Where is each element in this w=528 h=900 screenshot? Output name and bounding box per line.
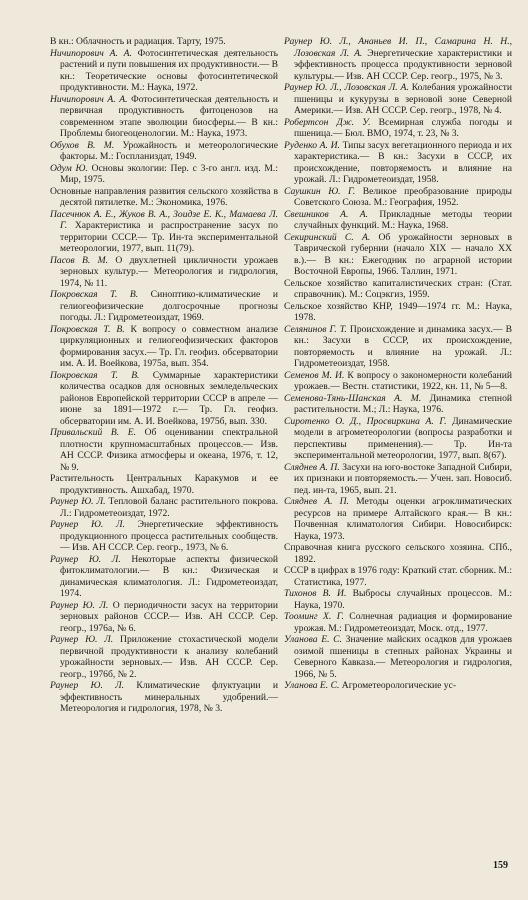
entry-text: К вопросу о совместном анализе циркуляционных и гелиогеофизических факторов формирования засух.— Тр. Гл. геофиз. обсерватории им. А. И. Воейкова, 1975а, вып. 354.	[60, 323, 278, 369]
bibliography-entry	[50, 680, 278, 715]
entry-text: Агрометеорологические ус-	[341, 680, 457, 691]
entry-author: Семенов М. И.	[284, 369, 345, 381]
entry-text: Сельское хозяйство капиталистических стран: (Стат. справочник). М.: Соцэкгиз, 1959.	[284, 277, 512, 300]
bibliography-entry	[50, 209, 278, 255]
entry-author: Раунер Ю. Л.	[50, 496, 106, 507]
entry-author: Тооминг Х. Г.	[284, 611, 344, 622]
bibliography-entry	[50, 324, 278, 370]
bibliography-entry	[284, 680, 512, 692]
entry-text: Типы засух вегетационного периода и их характеристика.— В кн.: Засухи в СССР, их происхождение, повторяемость и влияние на урожай. Л.: Гидрометеоиздат, 1958.	[294, 139, 512, 185]
bibliography-entry	[50, 94, 278, 140]
bibliography-entry	[284, 232, 512, 278]
entry-author: Раунер Ю. Л.	[50, 519, 125, 530]
entry-text: Справочная книга русского сельского хозяина. СПб., 1892.	[284, 542, 512, 565]
bibliography-entry	[50, 519, 278, 554]
entry-text: Динамика степной растительности. М.; Л.: Наука, 1976.	[294, 392, 512, 415]
entry-author: Пасечнюк А. Е., Жуков В. А., Зоидзе Е. К., Мамаева Л. Г.	[50, 208, 278, 231]
entry-text: О периодичности засух на территории зерновых районов СССР.— Изв. АН СССР. Сер. геогр., 1976а, № 6.	[60, 599, 279, 634]
entry-text: Климатические флуктуации и эффективность минеральных удобрений.— Метеорология и гидрология, 1978, № 3.	[60, 680, 278, 714]
bibliography-entry	[284, 370, 512, 393]
entry-text: Энергетические эффективность продукционного процесса растительных сообществ.— Изв. АН СССР. Сер. геогр., 1973, № 6.	[60, 519, 279, 553]
left-column	[50, 36, 278, 715]
entry-text: Выбросы случайных процессов. М.: Наука, 1970.	[294, 588, 513, 611]
entry-text: Засухи на юго-востоке Западной Сибири, их признаки и повторяемость.— Учен. зап. Новосиб. пед. ин-та, 1965, вып. 21.	[294, 461, 512, 496]
entry-text: Всемирная служба погоды и пшеница.— Бюл. ВМО, 1974, т. 23, № 3.	[294, 116, 512, 139]
entry-author: Селянинов Г. Т.	[284, 323, 347, 335]
bibliography-entry	[50, 496, 278, 519]
entry-author: Раунер Ю. Л., Лозовская Л. А.	[284, 82, 409, 93]
entry-text: Сельское хозяйство КНР, 1949—1974 гг. М.: Наука, 1978.	[284, 300, 512, 323]
entry-author: Покровская Т. В.	[50, 369, 140, 381]
entry-author: Ничипорович А. А.	[50, 93, 128, 105]
bibliography-entry	[284, 301, 512, 324]
entry-text: Об урожайности зерновых в Таврической губернии (начало XIX — начало XX в.).— В кн.: Ежегодник по аграрной истории Восточной Европы, 1966. Таллин, 1971.	[294, 231, 512, 277]
bibliography-entry	[284, 324, 512, 370]
bibliography-entry	[284, 496, 512, 542]
entry-text: Об оценивании спектральной плотности крупномасштабных процессов.— Изв. АН СССР. Физика атмосферы и океана, 1976, т. 12, № 9.	[60, 427, 278, 473]
bibliography-entry	[50, 255, 278, 290]
bibliography-entry	[284, 117, 512, 140]
entry-author: Покровская Т. В.	[50, 289, 139, 300]
bibliography-entry	[50, 140, 278, 163]
entry-author: Раунер Ю. Л.	[50, 680, 125, 691]
entry-author: Сиротенко О. Д., Просвиркина А. Г.	[284, 415, 447, 427]
entry-text: Суммарные характеристики количества осадков для основных земледельческих районов Европейской территории СССР в апреле — июне за 1891—1972 г.— Тр. Гл. геофиз. обсерватории им. А. И. Воейкова, 1975б, вып. 330.	[60, 369, 278, 427]
entry-text: Энергетические характеристики и эффективность процесса продуктивности зерновой культуры.— Изв. АН СССР. Сер. геогр., 1975, № 3.	[294, 47, 512, 82]
bibliography-entry	[50, 427, 278, 473]
entry-author: Раунер Ю. Л.	[50, 599, 109, 611]
bibliography-entry	[284, 140, 512, 186]
entry-author: Одум Ю.	[50, 162, 88, 174]
bibliography-entry	[284, 82, 512, 117]
entry-author: Тихонов В. И.	[284, 588, 347, 599]
entry-text: Происхождение и динамика засух.— В кн.: Засухи в СССР, их происхождение, повторяемость и влияние на урожай. Л.: Гидрометеоиздат, 1958.	[294, 323, 512, 369]
entry-author: Привальский В. Е.	[50, 427, 137, 438]
entry-author: Раунер Ю. Л.	[50, 553, 121, 565]
bibliography-entry	[50, 48, 278, 94]
bibliography-entry	[50, 554, 278, 600]
bibliography-entry	[284, 611, 512, 634]
entry-text: Характеристика и распространение засух по территории СССР.— Тр. Ин-та экспериментальной метеорологии, 1977, вып. 11(79).	[60, 220, 278, 254]
entry-text: Фотосинтетическая деятельность растений и пути повышения их продуктивности.— В кн.: Теоретические основы фотосинтетической продуктивности. М.: Наука, 1972.	[60, 47, 278, 93]
bibliography-entry	[50, 600, 278, 635]
entry-text: Великое преобразование природы Советского Союза. М.: География, 1952.	[294, 185, 512, 208]
entry-author: Уланова Е. С.	[284, 634, 342, 645]
entry-author: Робертсон Дж. У.	[284, 116, 371, 128]
entry-author: Руденко А. И.	[284, 139, 340, 151]
entry-text: В кн.: Облачность и радиация. Тарту, 1975.	[50, 36, 226, 47]
entry-author: Сляднев А. П.	[284, 461, 340, 473]
entry-text: Фотосинтетическая деятельность и первичная продуктивность фитоценозов на современном этапе эволюции биосферы.— В кн.: Проблемы биогеоценологии. М.: Наука, 1973.	[60, 93, 278, 139]
entry-text: Растительность Центральных Каракумов и ее продуктивность. Ашхабад, 1970.	[50, 473, 278, 496]
bibliography-entry	[284, 209, 512, 232]
bibliography-entry	[50, 289, 278, 324]
entry-text: Значение майских осадков для урожаев озимой пшеницы в степных районах Украины и Северного Кавказа.— Метеорология и гидрология, 1966, № 5.	[294, 634, 512, 680]
page-number: 159	[493, 860, 508, 871]
bibliography-entry	[284, 634, 512, 680]
bibliography-entry	[50, 473, 278, 496]
entry-text: К вопросу о закономерности колебаний урожаев.— Вестн. статистики, 1922, кн. 11, № 5—8.	[294, 369, 512, 392]
bibliography-entry	[50, 186, 278, 209]
entry-text: Основные направления развития сельского хозяйства в десятой пятилетке. М.: Экономика, 1976.	[50, 185, 278, 208]
entry-text: Динамические модели в агрометеорологии (вопросы разработки и перспективы применения).— Тр. Ин-та экспериментальной метеорологии, 1977, вып. 8(67).	[294, 415, 512, 461]
bibliography-entry	[284, 565, 512, 588]
bibliography-entry	[284, 416, 512, 462]
entry-text: Солнечная радиация и формирование урожая. М.: Гидрометеоиздат, Моск. отд., 1977.	[294, 611, 512, 634]
entry-author: Пасов В. М.	[50, 254, 109, 266]
entry-author: Свешников А. А.	[284, 208, 368, 220]
bibliography-entry	[284, 588, 512, 611]
entry-author: Секиринский С. А.	[284, 231, 371, 243]
bibliography-entry	[50, 163, 278, 186]
entry-text: Синоптико-климатические и гелиогеофизические долгосрочные прогнозы погоды. Л.: Гидрометеоиздат, 1969.	[60, 289, 279, 323]
bibliography-entry	[284, 36, 512, 82]
bibliography-entry	[284, 186, 512, 209]
entry-text: О двухлетней цикличности урожаев зерновых культур.— Метеорология и гидрология, 1974, № 11.	[60, 254, 279, 289]
entry-author: Раунер Ю. Л., Ананьев И. П., Самарина Н. Н., Лозовская Л. А.	[284, 36, 512, 59]
entry-author: Обухов В. М.	[50, 139, 115, 151]
bibliography-entry	[284, 542, 512, 565]
entry-author: Раунер Ю. Л.	[50, 634, 114, 645]
bibliography-entry	[50, 370, 278, 428]
bibliography-entry	[284, 462, 512, 497]
entry-text: Методы оценки агроклиматических ресурсов на примере Алтайского края.— В кн.: Почвенная климатология Сибири. Новосибирск: Наука, 1973.	[294, 496, 512, 542]
entry-author: Уланова Е. С.	[284, 680, 340, 691]
bibliography-entry	[284, 278, 512, 301]
entry-text: Приложение стохастической модели первичной продуктивности к анализу колебаний урожайности зерновых.— Изв. АН СССР. Сер. геогр., 1976б, № 2.	[60, 634, 278, 680]
entry-author: Саушкин Ю. Г.	[284, 185, 356, 197]
bibliography-entry	[50, 634, 278, 680]
entry-author: Ничипорович А. А.	[50, 47, 132, 59]
entry-text: Некоторые аспекты физической фитоклиматологии.— В кн.: Физическая и динамическая климатология. Л.: Гидрометеоиздат, 1974.	[60, 553, 278, 599]
entry-author: Покровская Т. В.	[50, 323, 125, 335]
bibliography-entry	[284, 393, 512, 416]
entry-author: Семенова-Тянь-Шанская А. М.	[284, 392, 422, 404]
entry-text: Основы экологии: Пер. с 3-го англ. изд. М.: Мир, 1975.	[60, 162, 278, 185]
entry-text: Колебания урожайности пшеницы и кукурузы в зерновой зоне Северной Америки.— Изв. АН СССР. Сер. геогр., 1978, № 4.	[294, 82, 512, 116]
right-column	[284, 36, 512, 692]
entry-text: Урожайность и метеорологические факторы. М.: Госпланиздат, 1949.	[60, 139, 279, 162]
entry-text: Прикладные методы теории случайных функций. М.: Наука, 1968.	[294, 208, 512, 231]
bibliography-entry	[50, 36, 278, 48]
entry-text: Тепловой баланс растительного покрова. Л.: Гидрометеоиздат, 1972.	[60, 496, 278, 519]
entry-author: Сляднев А. П.	[284, 496, 349, 507]
entry-text: СССР в цифрах в 1976 году: Краткий стат. сборник. М.: Статистика, 1977.	[284, 565, 512, 588]
